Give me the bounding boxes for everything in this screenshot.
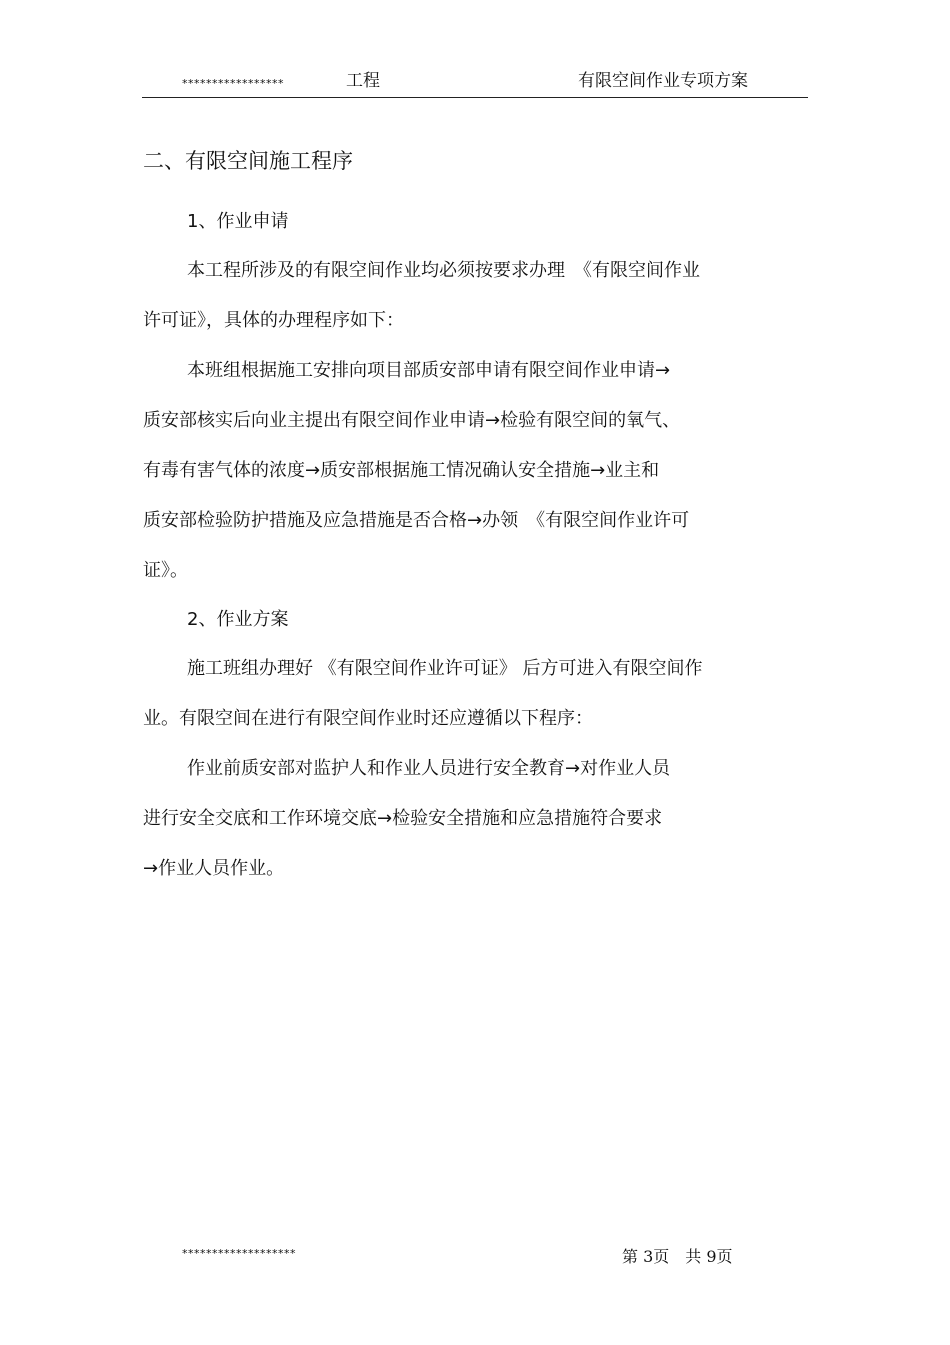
paragraph-line: 有毒有害气体的浓度→质安部根据施工情况确认安全措施→业主和 — [143, 460, 660, 481]
page-footer — [142, 1244, 808, 1268]
subsection-title-2: 2、作业方案 — [187, 609, 289, 630]
paragraph-line: 进行安全交底和工作环境交底→检验安全措施和应急措施符合要求 — [143, 808, 663, 829]
subsection-title-1: 1、作业申请 — [187, 211, 289, 232]
footer-stars: ******************* — [182, 1247, 296, 1260]
paragraph-line: 本班组根据施工安排向项目部质安部申请有限空间作业申请→ — [187, 360, 671, 381]
section-title: 二、有限空间施工程序 — [143, 149, 353, 173]
page-number: 第 3页 共 9页 — [622, 1247, 733, 1266]
paragraph-line: →作业人员作业。 — [143, 858, 285, 879]
paragraph-line: 证》。 — [143, 560, 188, 581]
header-project: 工程 — [346, 71, 380, 91]
page-header — [142, 68, 808, 98]
paragraph-line: 许可证》，具体的办理程序如下： — [143, 310, 404, 331]
paragraph-line: 业。有限空间在进行有限空间作业时还应遵循以下程序： — [143, 708, 593, 729]
header-stars: ***************** — [182, 77, 284, 90]
paragraph-line: 质安部核实后向业主提出有限空间作业申请→检验有限空间的氧气、 — [143, 410, 681, 431]
paragraph-line: 本工程所涉及的有限空间作业均必须按要求办理 《有限空间作业 — [187, 260, 700, 281]
header-doc-title: 有限空间作业专项方案 — [578, 71, 748, 91]
paragraph-line: 施工班组办理好 《有限空间作业许可证》 后方可进入有限空间作 — [187, 658, 703, 679]
paragraph-line: 质安部检验防护措施及应急措施是否合格→办领 《有限空间作业许可 — [143, 510, 690, 531]
paragraph-line: 作业前质安部对监护人和作业人员进行安全教育→对作业人员 — [187, 758, 671, 779]
